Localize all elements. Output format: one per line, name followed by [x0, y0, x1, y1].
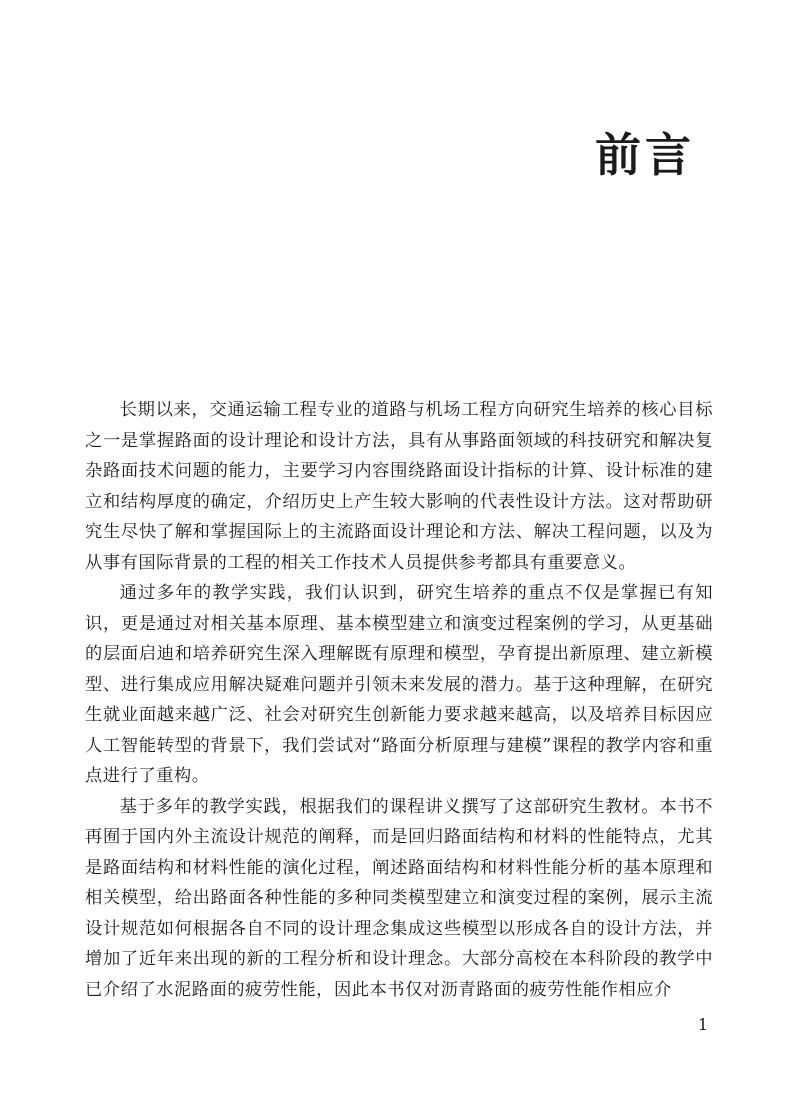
paragraph-3: 基于多年的教学实践，根据我们的课程讲义撰写了这部研究生教材。本书不再囿于国内外主流设计规范的阐释，而是回归路面结构和材料的性能特点，尤其是路面结构和材料性能的演化过程，阐述路面结构和材料性能分析的基本原理和相关模型，给出路面各种性能的多种同类模型建立和演变过程的案例，展示主流设计规范如何根据各自不同的设计理念集成这些模型以形成各自的设计方法，并增加了近年来出现的新的工程分析和设计理念。大部分高校在本科阶段的教学中已介绍了水泥路面的疲劳性能，因此本书仅对沥青路面的疲劳性能作相应介 [85, 796, 713, 1000]
page-title: 前言 [595, 128, 695, 182]
paragraph-2: 通过多年的教学实践，我们认识到，研究生培养的重点不仅是掌握已有知识，更是通过对相关基本原理、基本模型建立和演变过程案例的学习，从更基础的层面启迪和培养研究生深入理解既有原理和模型，孕育提出新原理、建立新模型、进行集成应用解决疑难问题并引领未来发展的潜力。基于这种理解，在研究生就业面越来越广泛、社会对研究生创新能力要求越来越高，以及培养目标因应人工智能转型的背景下，我们尝试对“路面分析原理与建模”课程的教学内容和重点进行了重构。 [85, 583, 713, 786]
paragraph-1: 长期以来，交通运输工程专业的道路与机场工程方向研究生培养的核心目标之一是掌握路面的设计理论和设计方法，具有从事路面领域的科技研究和解决复杂路面技术问题的能力，主要学习内容围绕路面设计指标的计算、设计标准的建立和结构厚度的确定，介绍历史上产生较大影响的代表性设计方法。这对帮助研究生尽快了解和掌握国际上的主流路面设计理论和方法、解决工程问题，以及为从事有国际背景的工程的相关工作技术人员提供参考都具有重要意义。 [85, 400, 713, 573]
page-number: 1 [697, 1015, 708, 1034]
preface-body [85, 395, 713, 1005]
